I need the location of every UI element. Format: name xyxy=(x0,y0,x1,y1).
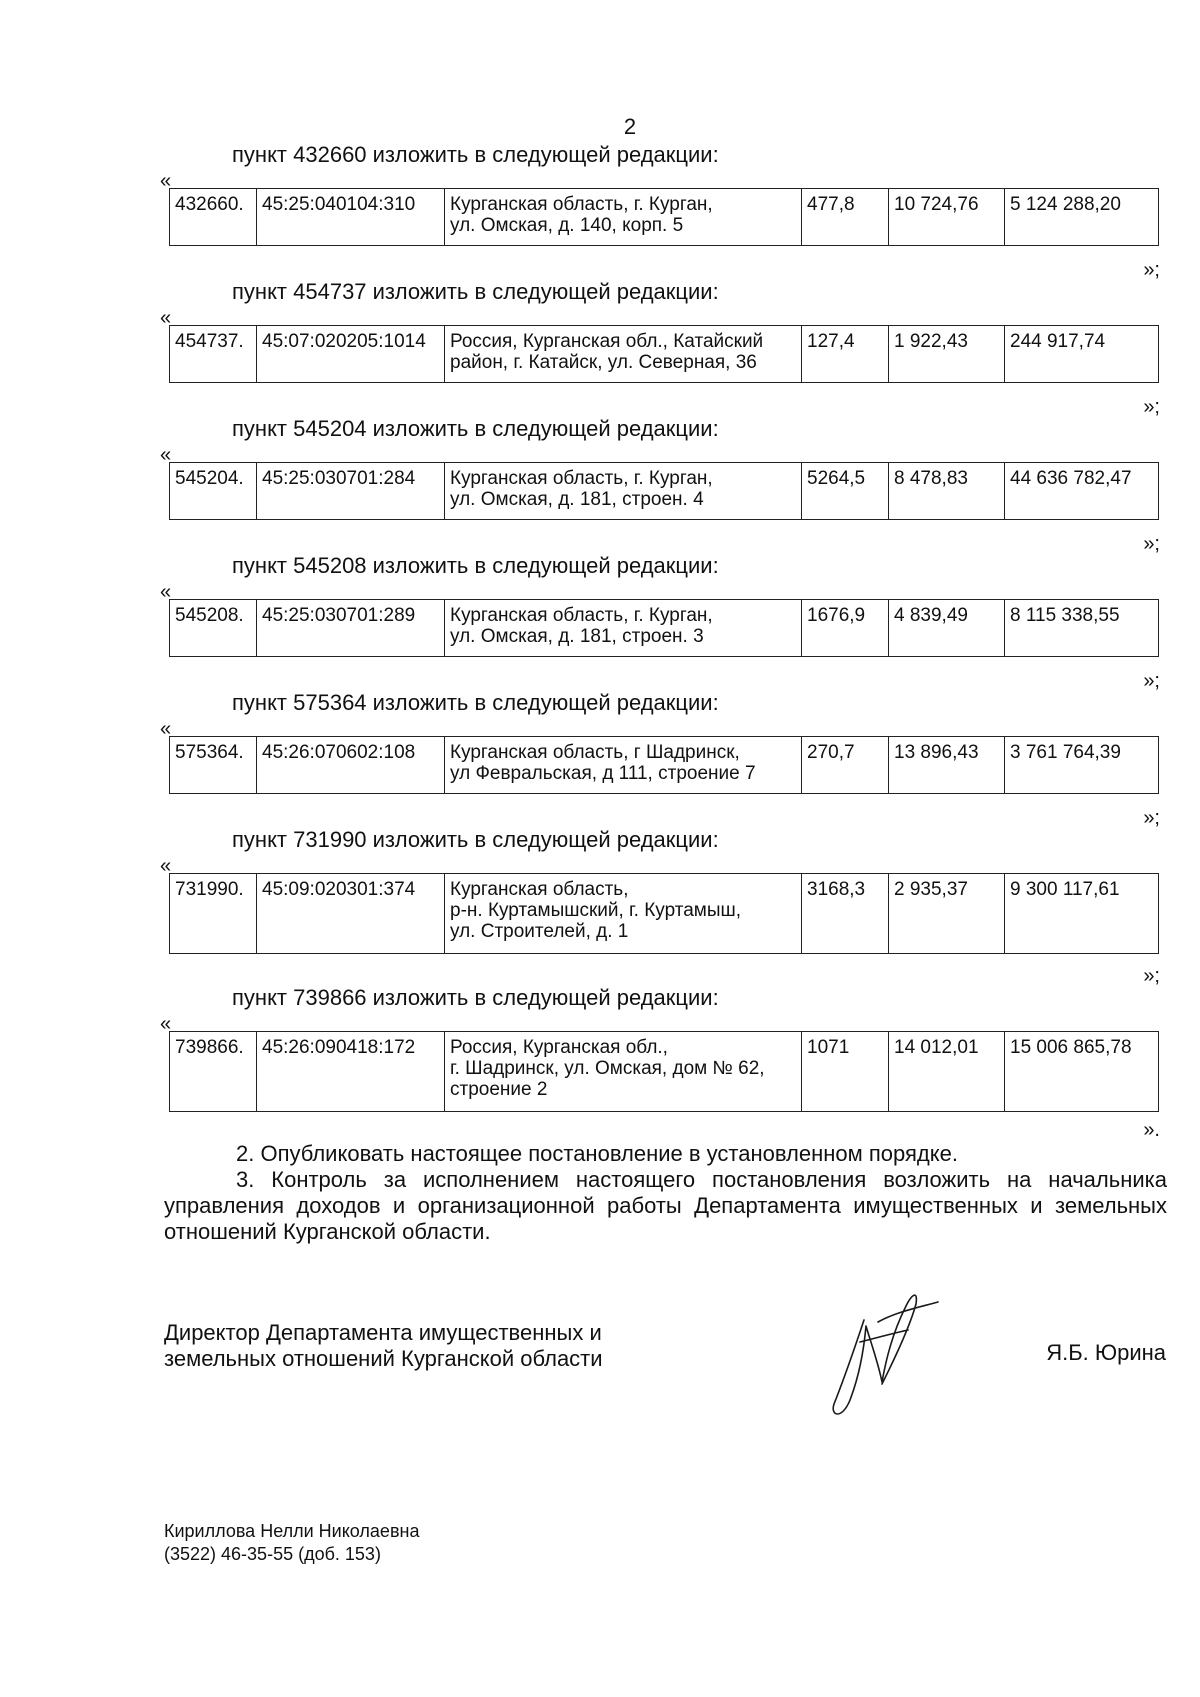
cell-rate: 14 012,01 xyxy=(889,1032,1005,1112)
signer-title: Директор Департамента имущественных и земельных отношений Курганской области xyxy=(164,1320,603,1371)
close-quote: ». xyxy=(1143,1119,1160,1141)
entry-table xyxy=(169,599,1159,657)
close-quote: »; xyxy=(1143,533,1160,555)
table-row xyxy=(170,874,1159,954)
entry-intro: пункт 731990 изложить в следующей редакции: xyxy=(232,827,719,852)
cell-area: 477,8 xyxy=(802,189,889,246)
open-quote: « xyxy=(160,307,172,329)
table-row xyxy=(170,1032,1159,1112)
close-quote: »; xyxy=(1143,670,1160,692)
entry-table xyxy=(169,462,1159,520)
paragraph-control: 3. Контроль за исполнением настоящего постановления возложить на начальника управления доходов и организационной работы Департамента имущественных и земельных отношений Курганской области. xyxy=(164,1167,1167,1244)
cell-area: 270,7 xyxy=(802,737,889,794)
cell-value: 5 124 288,20 xyxy=(1005,189,1159,246)
cell-cadastral: 45:26:070602:108 xyxy=(257,737,445,794)
close-quote: »; xyxy=(1143,259,1160,281)
cell-area: 3168,3 xyxy=(802,874,889,954)
cell-number: 731990. xyxy=(170,874,257,954)
cell-address: Курганская область, г. Курган, ул. Омская, д. 181, строен. 4 xyxy=(445,463,802,520)
cell-address: Курганская область, г. Курган, ул. Омская, д. 140, корп. 5 xyxy=(445,189,802,246)
cell-address: Курганская область, г Шадринск, ул Февральская, д 111, строение 7 xyxy=(445,737,802,794)
cell-address: Россия, Курганская обл., Катайский район, г. Катайск, ул. Северная, 36 xyxy=(445,326,802,383)
entry-intro: пункт 454737 изложить в следующей редакции: xyxy=(232,279,719,304)
cell-rate: 1 922,43 xyxy=(889,326,1005,383)
close-quote: »; xyxy=(1143,965,1160,987)
open-quote: « xyxy=(160,718,172,740)
cell-cadastral: 45:25:030701:289 xyxy=(257,600,445,657)
cell-number: 454737. xyxy=(170,326,257,383)
close-quote: »; xyxy=(1143,396,1160,418)
entry-intro: пункт 545204 изложить в следующей редакции: xyxy=(232,416,719,441)
table-row xyxy=(170,737,1159,794)
table-row xyxy=(170,463,1159,520)
contact-phone: (3522) 46-35-55 (доб. 153) xyxy=(164,1544,381,1564)
entry-table xyxy=(169,188,1159,246)
cell-area: 1676,9 xyxy=(802,600,889,657)
entry-table xyxy=(169,736,1159,794)
signer-name: Я.Б. Юрина xyxy=(1046,1340,1166,1365)
open-quote: « xyxy=(160,855,172,877)
entry-intro: пункт 432660 изложить в следующей редакции: xyxy=(232,142,719,167)
cell-value: 9 300 117,61 xyxy=(1005,874,1159,954)
cell-area: 127,4 xyxy=(802,326,889,383)
cell-number: 739866. xyxy=(170,1032,257,1112)
open-quote: « xyxy=(160,444,172,466)
cell-rate: 13 896,43 xyxy=(889,737,1005,794)
cell-number: 545204. xyxy=(170,463,257,520)
cell-value: 3 761 764,39 xyxy=(1005,737,1159,794)
paragraph-publish: 2. Опубликовать настоящее постановление в установленном порядке. xyxy=(236,1141,958,1166)
cell-number: 575364. xyxy=(170,737,257,794)
entry-table xyxy=(169,325,1159,383)
entry-intro: пункт 575364 изложить в следующей редакции: xyxy=(232,690,719,715)
table-row xyxy=(170,600,1159,657)
open-quote: « xyxy=(160,1013,172,1035)
cell-cadastral: 45:26:090418:172 xyxy=(257,1032,445,1112)
cell-cadastral: 45:25:040104:310 xyxy=(257,189,445,246)
cell-area: 5264,5 xyxy=(802,463,889,520)
cell-cadastral: 45:09:020301:374 xyxy=(257,874,445,954)
cell-address: Россия, Курганская обл., г. Шадринск, ул. Омская, дом № 62, строение 2 xyxy=(445,1032,802,1112)
cell-number: 432660. xyxy=(170,189,257,246)
cell-area: 1071 xyxy=(802,1032,889,1112)
contact-name: Кириллова Нелли Николаевна xyxy=(164,1521,420,1541)
cell-rate: 8 478,83 xyxy=(889,463,1005,520)
cell-value: 244 917,74 xyxy=(1005,326,1159,383)
entry-intro: пункт 739866 изложить в следующей редакции: xyxy=(232,985,719,1010)
cell-value: 8 115 338,55 xyxy=(1005,600,1159,657)
cell-rate: 10 724,76 xyxy=(889,189,1005,246)
cell-number: 545208. xyxy=(170,600,257,657)
cell-value: 44 636 782,47 xyxy=(1005,463,1159,520)
entry-table xyxy=(169,1031,1159,1112)
cell-address: Курганская область, г. Курган, ул. Омская, д. 181, строен. 3 xyxy=(445,600,802,657)
cell-rate: 2 935,37 xyxy=(889,874,1005,954)
close-quote: »; xyxy=(1143,807,1160,829)
cell-cadastral: 45:25:030701:284 xyxy=(257,463,445,520)
table-row xyxy=(170,189,1159,246)
handwritten-signature xyxy=(820,1282,950,1422)
table-row xyxy=(170,326,1159,383)
open-quote: « xyxy=(160,170,172,192)
entry-intro: пункт 545208 изложить в следующей редакции: xyxy=(232,553,719,578)
entry-table xyxy=(169,873,1159,954)
cell-cadastral: 45:07:020205:1014 xyxy=(257,326,445,383)
page-number: 2 xyxy=(623,114,637,139)
open-quote: « xyxy=(160,581,172,603)
cell-value: 15 006 865,78 xyxy=(1005,1032,1159,1112)
cell-address: Курганская область, р-н. Куртамышский, г. Куртамыш, ул. Строителей, д. 1 xyxy=(445,874,802,954)
cell-rate: 4 839,49 xyxy=(889,600,1005,657)
